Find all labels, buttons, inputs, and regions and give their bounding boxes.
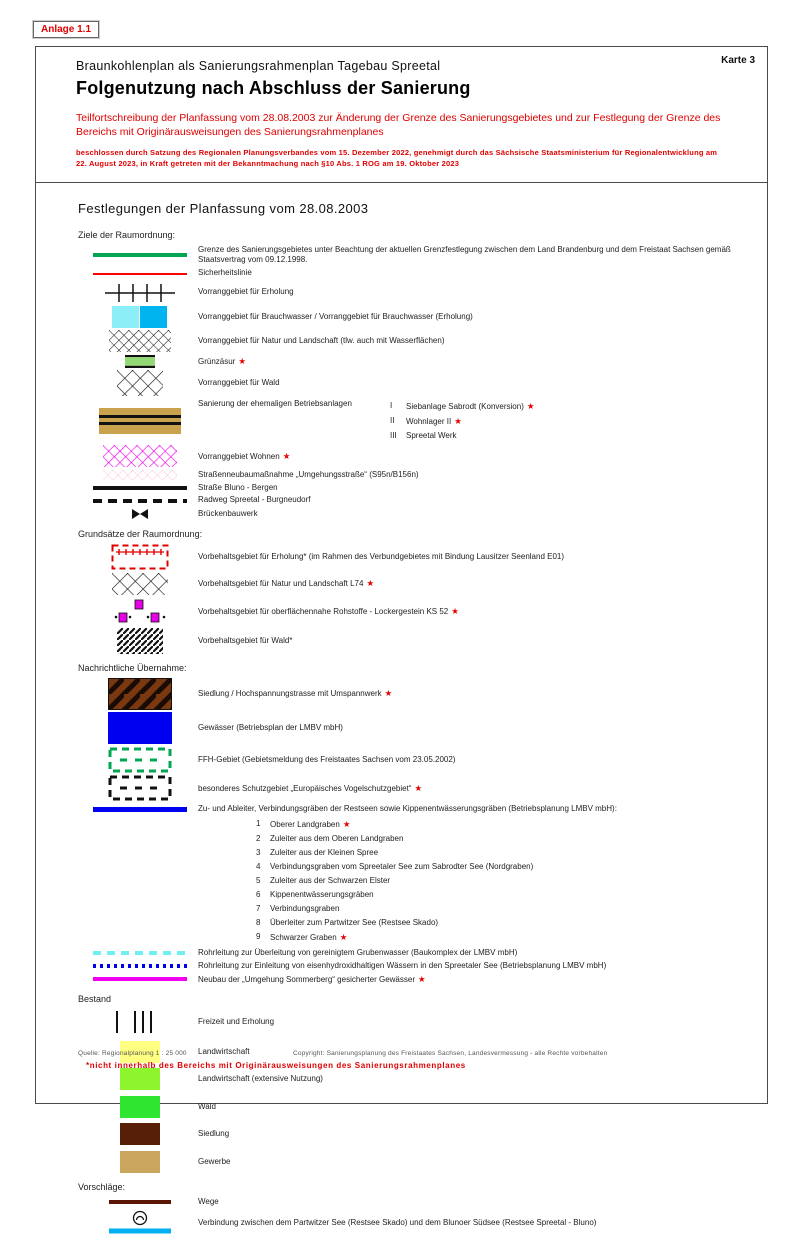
map-number-label: Karte 3 [721, 55, 755, 66]
red-star-marker: ★ [342, 818, 351, 829]
subitem-number: 8 [256, 917, 261, 927]
legend-group-label: Bestand [78, 993, 112, 1004]
legend-item [36, 495, 767, 505]
legend-item [36, 470, 767, 480]
vorrang-natur-symbol [88, 330, 192, 352]
subitem-number: 3 [256, 847, 261, 857]
legend-label: Vorranggebiet für Erholung [198, 287, 294, 296]
page-title: Folgenutzung nach Abschluss der Sanierung [76, 78, 471, 98]
see-verbindung-symbol [88, 1210, 192, 1236]
legend-label: Zu- und Ableiter, Verbindungsgräben der Restseen sowie Kippenentwässerungsgräben (Betriebsplanung LMBV mbH): [198, 803, 617, 813]
legend-label: Vorbehaltsgebiet für Erholung* (im Rahmen des Verbundgebietes mit Bindung Lausitzer Seenland E01) [198, 552, 565, 562]
legend-subitem [256, 817, 767, 832]
subitem-number: 1 [256, 818, 261, 828]
siedlung-hochspannung-symbol [88, 678, 192, 710]
legend-item [36, 712, 767, 744]
subitem-label: Überleiter zum Partwitzer See (Restsee Skado) [270, 917, 439, 927]
legend-label: Grünzäsur ★ [198, 355, 246, 366]
legend-label: Wege [198, 1196, 219, 1206]
subitem-label: Zuleiter aus der Kleinen Spree [270, 847, 379, 857]
subitem-numeral: I [390, 400, 393, 410]
legend-item [36, 1123, 767, 1145]
legend-item [36, 597, 767, 625]
legend-item [36, 355, 767, 368]
landwirtschaft-extensiv-symbol [88, 1068, 192, 1090]
bruecke-symbol [88, 508, 192, 520]
legend-item [36, 948, 767, 958]
legend-label: Vorranggebiet für Wald [198, 378, 280, 387]
red-star-marker: ★ [526, 400, 535, 411]
legend-label: Brückenbauwerk [198, 509, 258, 519]
legend-label: Neubau der „Umgehung Sommerberg“ gesicherter Gewässer ★ [198, 973, 426, 984]
legend-subitem [256, 832, 767, 846]
legend-label: Rohrleitung zur Überleitung von gereinigtem Grubenwasser (Baukomplex der LMBV mbH) [198, 947, 518, 957]
red-star-marker: ★ [414, 782, 423, 793]
footer-asterisk-note: *nicht innerhalb des Bereichs mit Originärausweisungen des Sanierungsrahmenplanes [86, 1061, 466, 1071]
legend-group-label: Vorschläge: [78, 1181, 126, 1192]
vorbehalt-erholung-symbol [88, 544, 192, 570]
legend-item [36, 775, 767, 801]
red-star-marker: ★ [384, 688, 393, 699]
legend-item [36, 678, 767, 710]
ffh-gebiet-symbol [88, 747, 192, 773]
legend-group [36, 1182, 767, 1236]
legend-label: Vorranggebiet für Brauchwasser / Vorranggebiet für Brauchwasser (Erholung) [198, 311, 473, 321]
legend-item [36, 961, 767, 971]
legend-item [36, 628, 767, 654]
legend-group [36, 230, 767, 520]
subitem-label: Kippenentwässerungsgräben [270, 889, 374, 899]
subitem-label: Verbindungsgraben vom Spreetaler See zum Sabrodter See (Nordgraben) [270, 861, 534, 871]
gruenzaesur-symbol [88, 355, 192, 368]
legend-item [36, 508, 767, 520]
betriebsanlagen-symbol [88, 408, 192, 434]
subitem-number: 5 [256, 875, 261, 885]
document-frame [35, 46, 768, 1227]
siedlung-bestand-symbol [88, 1123, 192, 1145]
legend-label: Vorbehaltsgebiet für Natur und Landschaft L74 ★ [198, 578, 375, 589]
legend-label: Siedlung / Hochspannungstrasse mit Umspannwerk ★ [198, 688, 393, 699]
legend-subitem [256, 874, 767, 888]
gewerbe-symbol [88, 1151, 192, 1173]
legend-label: Landwirtschaft (extensive Nutzung) [198, 1074, 323, 1084]
legend-item [36, 804, 767, 814]
legend-sublist [256, 817, 767, 945]
legend-subitem [256, 902, 767, 916]
rohrleitung-einleitung-symbol [88, 962, 192, 970]
legend-label: Straßenneubaumaßnahme „Umgehungsstraße“ (S95n/B156n) [198, 469, 419, 479]
document-footer [36, 1050, 767, 1070]
section-title: Festlegungen der Planfassung vom 28.08.2003 [78, 201, 369, 217]
subitem-number: 6 [256, 889, 261, 899]
legend-label: Vorranggebiet Wohnen ★ [198, 450, 291, 461]
subitem-label: Wohnlager II ★ [406, 415, 462, 426]
sicherheitslinie-symbol [88, 271, 192, 277]
legend-item [36, 1009, 767, 1035]
legend-item [36, 1197, 767, 1207]
gewaesser-symbol [88, 712, 192, 744]
legend-item [36, 1096, 767, 1118]
document-header [36, 47, 767, 183]
strassenneubau-symbol [88, 470, 192, 480]
vorbehalt-rohstoffe-symbol [88, 597, 192, 625]
legend-label: Sicherheitslinie [198, 268, 252, 278]
legend-item [36, 445, 767, 467]
legend-item [36, 306, 767, 328]
legend-label: Straße Bluno - Bergen [198, 482, 278, 492]
legend-subitem [256, 930, 767, 945]
subitem-number: 2 [256, 833, 261, 843]
subitem-label: Zuleiter aus dem Oberen Landgraben [270, 833, 404, 843]
legend-group [36, 994, 767, 1173]
red-star-marker: ★ [366, 578, 375, 589]
vorbehalt-wald-symbol [88, 628, 192, 654]
vorrang-wald-symbol [88, 370, 192, 396]
freizeit-erholung-symbol [88, 1009, 192, 1035]
subitem-label: Verbindungsgraben [270, 903, 340, 913]
subitem-numeral: II [390, 415, 395, 425]
subitem-number: 9 [256, 931, 261, 941]
legend-label: Siedlung [198, 1129, 230, 1139]
umgehung-gewaesser-symbol [88, 975, 192, 983]
legend-item [36, 747, 767, 773]
wald-bestand-symbol [88, 1096, 192, 1118]
legend-item [36, 1068, 767, 1090]
red-star-marker: ★ [238, 355, 246, 366]
legend-item [36, 1210, 767, 1236]
red-star-marker: ★ [451, 605, 459, 616]
footer-source-right: Copyright: Sanierungsplanung des Freistaates Sachsen, Landesvermessung - alle Rechte vorbehalten [293, 1050, 608, 1058]
red-star-marker: ★ [282, 450, 291, 461]
legend-subitem [390, 429, 534, 443]
legend-item [36, 544, 767, 570]
red-star-marker: ★ [339, 931, 348, 942]
attachment-tag: Anlage 1.1 [33, 21, 99, 38]
red-star-marker: ★ [418, 973, 426, 984]
legend-subitem [390, 399, 534, 414]
legend-label: Vorranggebiet für Natur und Landschaft (tlw. auch mit Wasserflächen) [198, 336, 445, 345]
legend-label: Vorbehaltsgebiet für Wald* [198, 635, 293, 645]
legend-label: Wald [198, 1101, 216, 1111]
vorrang-wohnen-symbol [88, 445, 192, 467]
legend-group [36, 529, 767, 654]
legend-label: Freizeit und Erholung [198, 1017, 275, 1027]
legend-item [36, 370, 767, 396]
legend-group [36, 663, 767, 985]
subitem-label: Siebanlage Sabrodt (Konversion) ★ [406, 400, 535, 411]
vogelschutz-symbol [88, 775, 192, 801]
legend-body [36, 201, 767, 1227]
subitem-label: Spreetal Werk [406, 430, 457, 440]
footer-source-left: Quelle: Regionalplanung 1 : 25 000 [78, 1050, 187, 1058]
legend-label: Sanierung der ehemaligen Betriebsanlagen [198, 398, 352, 408]
red-star-marker: ★ [454, 415, 462, 426]
strasse-symbol [88, 484, 192, 492]
legend-label: besonderes Schutzgebiet „Europäisches Vogelschutzgebiet“ ★ [198, 782, 423, 793]
legend-groups [36, 230, 767, 1236]
amendment-paragraph: Teilfortschreibung der Planfassung vom 28.08.2003 zur Änderung der Grenze des Sanierungsgebietes und zur Festlegung der Grenze des Bereichs mit Originärausweisungen des Sanierungsrahmenplanes [76, 112, 721, 138]
subitem-number: 4 [256, 861, 261, 871]
legend-label: FFH-Gebiet (Gebietsmeldung des Freistaates Sachsen vom 23.05.2002) [198, 754, 456, 764]
legend-subitem [256, 846, 767, 860]
vorrang-brauchwasser-symbol [88, 306, 192, 328]
legend-label: Rohrleitung zur Einleitung von eisenhydroxidhaltigen Wässern in den Spreetaler See (Betriebsplanung LMBV mbH) [198, 960, 607, 970]
legend-label: Landwirtschaft [198, 1046, 250, 1056]
legend-subitem [256, 916, 767, 930]
legend-label: Verbindung zwischen dem Partwitzer See (Restsee Skado) und dem Blunoer Südsee (Restsee Spreetal - Bluno) [198, 1217, 597, 1227]
plan-subtitle: Braunkohlenplan als Sanierungsrahmenplan Tagebau Spreetal [76, 59, 441, 73]
legend-label: Radweg Spreetal - Burgneudorf [198, 495, 311, 505]
legend-label: Vorbehaltsgebiet für oberflächennahe Rohstoffe - Lockergestein KS 52 ★ [198, 605, 459, 616]
wege-symbol [88, 1198, 192, 1206]
radweg-symbol [88, 497, 192, 505]
subitem-label: Schwarzer Graben ★ [270, 931, 348, 942]
legend-item [36, 245, 767, 266]
legend-subitem [390, 414, 534, 429]
subitem-label: Oberer Landgraben ★ [270, 818, 351, 829]
legend-label: Gewässer (Betriebsplan der LMBV mbH) [198, 723, 343, 733]
subitem-numeral: III [390, 430, 397, 440]
resolution-note: beschlossen durch Satzung des Regionalen Planungsverbandes vom 15. Dezember 2022, genehmigt durch das Sächsische Staatsministerium für Regionalentwicklung am 22. August 2023, in Kraft getreten mit der Bekanntmachung nach §10 Abs. 1 ROG am 19. Oktober 2023 [76, 148, 718, 169]
subitem-number: 7 [256, 903, 261, 913]
legend-item [36, 573, 767, 595]
legend-item [36, 483, 767, 493]
legend-item [36, 974, 767, 985]
legend-item [36, 399, 767, 443]
legend-subitem [256, 888, 767, 902]
legend-item [36, 1151, 767, 1173]
legend-label: Grenze des Sanierungsgebietes unter Beachtung der aktuellen Grenzfestlegung zwischen dem Land Brandenburg und dem Freistaat Sachsen gemäß Staatsvertrag vom 09.12.1998. [198, 245, 731, 265]
legend-sublist [390, 399, 534, 443]
vorrang-erholung-symbol [88, 281, 192, 303]
subitem-label: Zuleiter aus der Schwarzen Elster [270, 875, 391, 885]
legend-group-label: Grundsätze der Raumordnung: [78, 529, 203, 540]
legend-item [36, 268, 767, 278]
legend-group-label: Ziele der Raumordnung: [78, 230, 176, 241]
legend-group-label: Nachrichtliche Übernahme: [78, 662, 187, 673]
rohrleitung-ueberleitung-symbol [88, 949, 192, 957]
vorbehalt-natur-symbol [88, 573, 192, 595]
zuleiter-symbol [88, 805, 192, 814]
grenze-sanierungsgebiet-symbol [88, 251, 192, 259]
legend-item [36, 330, 767, 352]
legend-subitem [256, 860, 767, 874]
legend-item [36, 281, 767, 303]
legend-label: Gewerbe [198, 1156, 231, 1166]
